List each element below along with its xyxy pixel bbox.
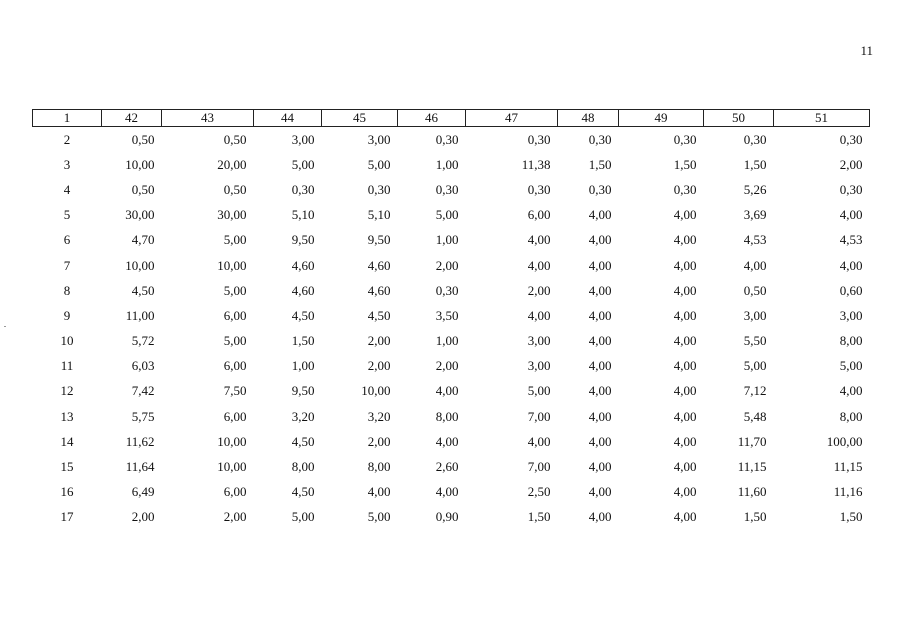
column-header: 47 (466, 110, 558, 127)
table-cell: 5,00 (367, 156, 391, 172)
data-table (32, 109, 870, 530)
row-number: 3 (63, 156, 71, 172)
table-cell: 1,50 (743, 156, 767, 172)
table-cell: 0,30 (435, 282, 459, 298)
table-cell: 0,30 (367, 181, 391, 197)
table-cell: 4,00 (367, 484, 391, 500)
table-cell: 1,50 (673, 156, 697, 172)
row-number: 7 (63, 257, 71, 273)
table-cell: 30,00 (125, 207, 155, 223)
table-cell: 0,90 (435, 509, 459, 525)
table-cell: 6,03 (131, 358, 155, 374)
table-cell: 6,00 (223, 358, 247, 374)
table-cell: 6,49 (131, 484, 155, 500)
table-cell: 5,10 (367, 207, 391, 223)
table-cell: 30,00 (217, 207, 247, 223)
table-cell: 0,30 (527, 181, 551, 197)
table-cell: 4,70 (131, 232, 155, 248)
table-cell: 5,00 (839, 358, 863, 374)
table-cell: 4,50 (291, 484, 315, 500)
table-cell: 3,00 (527, 333, 551, 349)
row-number: 11 (60, 358, 74, 374)
table-cell: 11,16 (833, 484, 863, 500)
table-cell: 4,00 (673, 358, 697, 374)
table-cell: 4,00 (588, 433, 612, 449)
table-cell: 4,53 (743, 232, 767, 248)
table-cell: 4,00 (673, 433, 697, 449)
column-header: 42 (102, 110, 162, 127)
table-cell: 5,50 (743, 333, 767, 349)
table-cell: 4,50 (131, 282, 155, 298)
table-cell: 4,00 (673, 459, 697, 475)
column-header: 46 (398, 110, 466, 127)
table-cell: 3,00 (743, 307, 767, 323)
table-cell: 1,50 (527, 509, 551, 525)
table-cell: 20,00 (217, 156, 247, 172)
table-cell: 4,00 (673, 484, 697, 500)
table-cell: 5,48 (743, 408, 767, 424)
table-cell: 2,00 (435, 257, 459, 273)
table-cell: 0,30 (527, 131, 551, 147)
row-number: 8 (63, 282, 71, 298)
table-cell: 4,00 (673, 207, 697, 223)
table-cell: 11,70 (737, 433, 767, 449)
table-cell: 10,00 (217, 257, 247, 273)
table-cell: 5,10 (291, 207, 315, 223)
table-cell: 9,50 (291, 232, 315, 248)
table-cell: 4,00 (839, 257, 863, 273)
table-cell: 5,00 (223, 282, 247, 298)
table-cell: 6,00 (223, 408, 247, 424)
table-cell: 7,00 (527, 408, 551, 424)
table-cell: 4,50 (291, 307, 315, 323)
table-cell: 1,50 (839, 509, 863, 525)
table-cell: 4,00 (673, 257, 697, 273)
table-cell: 2,50 (527, 484, 551, 500)
table-cell: 0,50 (223, 181, 247, 197)
table-cell: 10,00 (361, 383, 391, 399)
table-row (33, 505, 870, 530)
table-cell: 10,00 (125, 257, 155, 273)
table-cell: 5,00 (743, 358, 767, 374)
table-cell: 1,00 (291, 358, 315, 374)
table-cell: 4,00 (588, 307, 612, 323)
table-cell: 4,00 (588, 257, 612, 273)
row-number: 15 (60, 459, 74, 475)
table-cell: 5,00 (527, 383, 551, 399)
table-cell: 1,50 (588, 156, 612, 172)
table-cell: 8,00 (839, 408, 863, 424)
table-row (33, 429, 870, 454)
header-row (33, 110, 870, 127)
table-cell: 3,20 (367, 408, 391, 424)
table-header (33, 110, 870, 127)
table-cell: 0,30 (839, 181, 863, 197)
table-cell: 100,00 (826, 433, 863, 449)
table-cell: 9,50 (291, 383, 315, 399)
table-cell: 0,30 (743, 131, 767, 147)
table-cell: 11,00 (125, 307, 155, 323)
table-cell: 9,50 (367, 232, 391, 248)
table-cell: 2,00 (367, 433, 391, 449)
table-cell: 2,00 (527, 282, 551, 298)
column-header: 49 (619, 110, 704, 127)
table-cell: 2,00 (839, 156, 863, 172)
table-cell: 5,00 (291, 509, 315, 525)
table-cell: 4,00 (673, 282, 697, 298)
table-cell: 5,00 (223, 333, 247, 349)
table-cell: 5,00 (435, 207, 459, 223)
table-cell: 0,30 (839, 131, 863, 147)
table-cell: 11,15 (833, 459, 863, 475)
table-cell: 1,50 (291, 333, 315, 349)
row-number: 2 (63, 131, 71, 147)
table-cell: 4,00 (588, 358, 612, 374)
row-number: 14 (60, 433, 74, 449)
table-cell: 4,00 (527, 232, 551, 248)
table-row (33, 379, 870, 404)
column-header: 51 (774, 110, 870, 127)
margin-mark (4, 326, 6, 327)
table-cell: 4,00 (588, 484, 612, 500)
table-cell: 10,00 (125, 156, 155, 172)
row-number: 5 (63, 207, 71, 223)
row-number: 6 (63, 232, 71, 248)
table-cell: 4,00 (527, 307, 551, 323)
row-number: 13 (60, 408, 74, 424)
table-row (33, 329, 870, 354)
table-cell: 4,60 (367, 257, 391, 273)
table-cell: 4,00 (588, 207, 612, 223)
table-cell: 4,53 (839, 232, 863, 248)
table-cell: 0,50 (131, 131, 155, 147)
table-cell: 7,00 (527, 459, 551, 475)
table-cell: 6,00 (527, 207, 551, 223)
table-cell: 0,30 (435, 131, 459, 147)
table-cell: 4,00 (588, 333, 612, 349)
table-cell: 11,64 (125, 459, 155, 475)
table-cell: 0,50 (743, 282, 767, 298)
table-cell: 4,00 (588, 509, 612, 525)
table-cell: 4,00 (743, 257, 767, 273)
table-cell: 4,00 (673, 232, 697, 248)
table-cell: 4,00 (673, 333, 697, 349)
table-cell: 4,00 (527, 433, 551, 449)
table-cell: 1,00 (435, 333, 459, 349)
table-row (33, 354, 870, 379)
table-cell: 10,00 (217, 459, 247, 475)
table-cell: 4,60 (367, 282, 391, 298)
table-cell: 11,60 (737, 484, 767, 500)
table-cell: 3,00 (291, 131, 315, 147)
table-cell: 2,60 (435, 459, 459, 475)
table-cell: 2,00 (435, 358, 459, 374)
table-cell: 4,00 (588, 232, 612, 248)
table-cell: 4,00 (839, 383, 863, 399)
table-cell: 3,20 (291, 408, 315, 424)
column-header: 45 (322, 110, 398, 127)
table-cell: 0,50 (223, 131, 247, 147)
table-cell: 8,00 (435, 408, 459, 424)
row-number: 10 (60, 333, 74, 349)
row-number: 12 (60, 383, 74, 399)
table-cell: 0,30 (673, 131, 697, 147)
table-cell: 4,00 (673, 383, 697, 399)
table-row (33, 152, 870, 177)
table-cell: 3,00 (367, 131, 391, 147)
table-cell: 4,00 (527, 257, 551, 273)
row-number: 9 (63, 307, 71, 323)
table-row (33, 303, 870, 328)
table-cell: 3,50 (435, 307, 459, 323)
column-header: 50 (704, 110, 774, 127)
table-cell: 8,00 (291, 459, 315, 475)
table-cell: 1,00 (435, 156, 459, 172)
table-cell: 7,50 (223, 383, 247, 399)
table-cell: 4,60 (291, 282, 315, 298)
table-cell: 0,30 (588, 131, 612, 147)
table-cell: 5,75 (131, 408, 155, 424)
table-cell: 2,00 (367, 333, 391, 349)
table-body (33, 127, 870, 531)
table-cell: 4,00 (435, 383, 459, 399)
table-cell: 4,50 (367, 307, 391, 323)
table-cell: 4,00 (588, 459, 612, 475)
table-cell: 1,50 (743, 509, 767, 525)
table-cell: 2,00 (131, 509, 155, 525)
table-row (33, 454, 870, 479)
page-number: 11 (860, 43, 873, 58)
table-cell: 11,38 (521, 156, 551, 172)
column-header: 48 (558, 110, 619, 127)
table-cell: 4,00 (673, 509, 697, 525)
table-cell: 2,00 (223, 509, 247, 525)
table-row (33, 228, 870, 253)
table-cell: 11,62 (125, 433, 155, 449)
table-cell: 1,00 (435, 232, 459, 248)
table-cell: 0,50 (131, 181, 155, 197)
row-number: 17 (60, 509, 74, 525)
table-cell: 5,26 (743, 181, 767, 197)
table-cell: 5,00 (367, 509, 391, 525)
table-row (33, 278, 870, 303)
table-cell: 5,00 (223, 232, 247, 248)
table-cell: 6,00 (223, 307, 247, 323)
table-cell: 2,00 (367, 358, 391, 374)
table-cell: 10,00 (217, 433, 247, 449)
table-row (33, 127, 870, 153)
table-cell: 0,30 (291, 181, 315, 197)
table-cell: 4,00 (588, 282, 612, 298)
table-cell: 3,00 (839, 307, 863, 323)
table-cell: 5,00 (291, 156, 315, 172)
table-cell: 0,30 (435, 181, 459, 197)
table-row (33, 253, 870, 278)
table-cell: 4,00 (588, 408, 612, 424)
table-cell: 4,50 (291, 433, 315, 449)
table-cell: 4,00 (839, 207, 863, 223)
table-row (33, 203, 870, 228)
column-header: 44 (254, 110, 322, 127)
table-cell: 4,00 (435, 484, 459, 500)
table-cell: 4,60 (291, 257, 315, 273)
table-cell: 6,00 (223, 484, 247, 500)
row-number: 16 (60, 484, 74, 500)
table-cell: 8,00 (839, 333, 863, 349)
table-cell: 0,60 (839, 282, 863, 298)
table-cell: 0,30 (588, 181, 612, 197)
column-header: 43 (162, 110, 254, 127)
table-cell: 4,00 (435, 433, 459, 449)
table-cell: 3,69 (743, 207, 767, 223)
row-number: 4 (63, 181, 71, 197)
table-cell: 4,00 (588, 383, 612, 399)
table-row (33, 404, 870, 429)
table-cell: 5,72 (131, 333, 155, 349)
table-cell: 7,42 (131, 383, 155, 399)
table-cell: 3,00 (527, 358, 551, 374)
column-header-index: 1 (33, 110, 102, 127)
table-cell: 0,30 (673, 181, 697, 197)
table-row (33, 480, 870, 505)
table-cell: 8,00 (367, 459, 391, 475)
table-cell: 11,15 (737, 459, 767, 475)
table-cell: 7,12 (743, 383, 767, 399)
table-row (33, 177, 870, 202)
table-cell: 4,00 (673, 408, 697, 424)
table-cell: 4,00 (673, 307, 697, 323)
